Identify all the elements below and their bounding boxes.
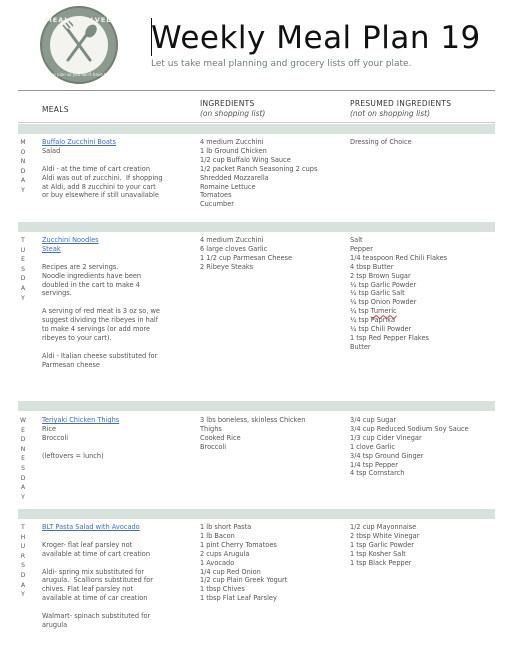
header-bottom-line [18, 122, 495, 123]
logo-badge [50, 16, 108, 74]
thursday-divider-band [18, 509, 495, 519]
ingredients-column-header: INGREDIENTS [200, 99, 255, 108]
meals-column-header: MEALS [42, 105, 69, 114]
logo-tagline: we plan so you don't have to [50, 72, 108, 77]
page-subtitle: Let us take meal planning and grocery lists off your plate. [151, 59, 412, 69]
monday-ingredients: 4 medium Zucchini 1 lb Ground Chicken 1/2 cup Buffalo Wing Sauce 1/2 packet Ranch Seasoning 2 cups Shredded Mozzarella Romaine Lettuce Tomatoes Cucumber [200, 138, 318, 209]
header-divider [18, 90, 495, 91]
tuesday-meals [42, 236, 160, 370]
monday-meals-text: Salad Aldi - at the time of cart creation Aldi was out of zucchini. If shopping at Aldi, add 8 zucchini to your cart or buy elsewhere if still unavailable [42, 146, 163, 200]
thursday-meals [42, 523, 153, 630]
wednesday-meals [42, 416, 119, 461]
tuesday-presumed [350, 236, 447, 352]
wednesday-presumed: 3/4 cup Sugar 3/4 cup Reduced Sodium Soy Sauce 1/3 cup Cider Vinegar 1 clove Garlic 3/4 tsp Ground Ginger 1/4 tsp Pepper 4 tsp Cornstarch [350, 416, 469, 478]
tuesday-presumed-part2: ¼ tsp Paprika ¼ tsp Chili Powder 1 tsp Red Pepper Flakes Butter [350, 316, 429, 351]
day-label-tuesday: T U E S D A Y [20, 237, 26, 302]
wednesday-divider-band [18, 401, 495, 411]
monday-meals [42, 138, 163, 200]
tuesday-meals-text: Recipes are 2 servings. Noodle ingredients have been doubled in the cart to make 4 servings. A serving of red meat is 3 oz so, we suggest dividing the ribeyes in half to make 4 servings (or add more ribeyes to your cart). Aldi - Italian cheese substituted for Parmesan cheese [42, 262, 160, 369]
meals-solved-logo [40, 6, 118, 84]
day-label-monday: M O N D A Y [20, 139, 26, 194]
presumed-column-header: PRESUMED INGREDIENTS [350, 99, 452, 108]
day-label-wednesday: W E D N E S D A Y [20, 417, 26, 501]
meal-link-zucchini-noodles[interactable]: Zucchini Noodles [42, 236, 99, 244]
meal-link-blt-pasta-salad[interactable]: BLT Pasta Salad with Avocado [42, 523, 140, 531]
day-label-thursday: T H U R S D A Y [20, 524, 26, 599]
wednesday-meals-text: Rice Broccoli (leftovers = lunch) [42, 424, 104, 460]
meal-link-buffalo-zucchini-boats[interactable]: Buffalo Zucchini Boats [42, 138, 116, 146]
page-title: Weekly Meal Plan 19 [151, 20, 481, 56]
wednesday-ingredients: 3 lbs boneless, skinless Chicken Thighs Cooked Rice Broccoli [200, 416, 306, 451]
monday-divider-band [18, 124, 495, 134]
meal-link-steak[interactable]: Steak [42, 244, 61, 253]
ingredients-column-note: (on shopping list) [200, 109, 266, 118]
thursday-meals-text: Kroger- flat leaf parsley not available at time of cart creation Aldi- spring mix substituted for arugula. Scallions substituted for chives. Flat leaf parsley not available at time of car creation Walmart- spinach substituted for arugula [42, 540, 153, 629]
logo-text: MEALS SOLVED [45, 16, 113, 24]
spellcheck-word: Tumeric [370, 307, 397, 316]
tuesday-divider-band [18, 222, 495, 232]
presumed-column-note: (not on shopping list) [350, 109, 431, 118]
thursday-ingredients: 1 lb short Pasta 1 lb Bacon 1 pint Cherry Tomatoes 2 cups Arugula 1 Avocado 1/4 cup Red Onion 1/2 cup Plain Greek Yogurt 1 tbsp Chives 1 tbsp Flat Leaf Parsley [200, 523, 288, 603]
thursday-presumed: 1/2 cup Mayonnaise 2 tbsp White Vinegar 1 tsp Garlic Powder 1 tsp Kosher Salt 1 tsp Black Pepper [350, 523, 420, 567]
tuesday-presumed-part1: Salt Pepper 1/4 teaspoon Red Chili Flakes 4 tbsp Butter 2 tsp Brown Sugar ¼ tsp Garlic Powder ¼ tsp Garlic Salt ¼ tsp Onion Powder ¼ tsp [350, 236, 448, 316]
meal-link-teriyaki-chicken-thighs[interactable]: Teriyaki Chicken Thighs [42, 416, 120, 424]
fork-spoon-icon [50, 16, 108, 74]
tuesday-ingredients: 4 medium Zucchini 6 large cloves Garlic 1 1/2 cup Parmesan Cheese 2 Ribeye Steaks [200, 236, 293, 271]
monday-presumed: Dressing of Choice [350, 138, 412, 146]
